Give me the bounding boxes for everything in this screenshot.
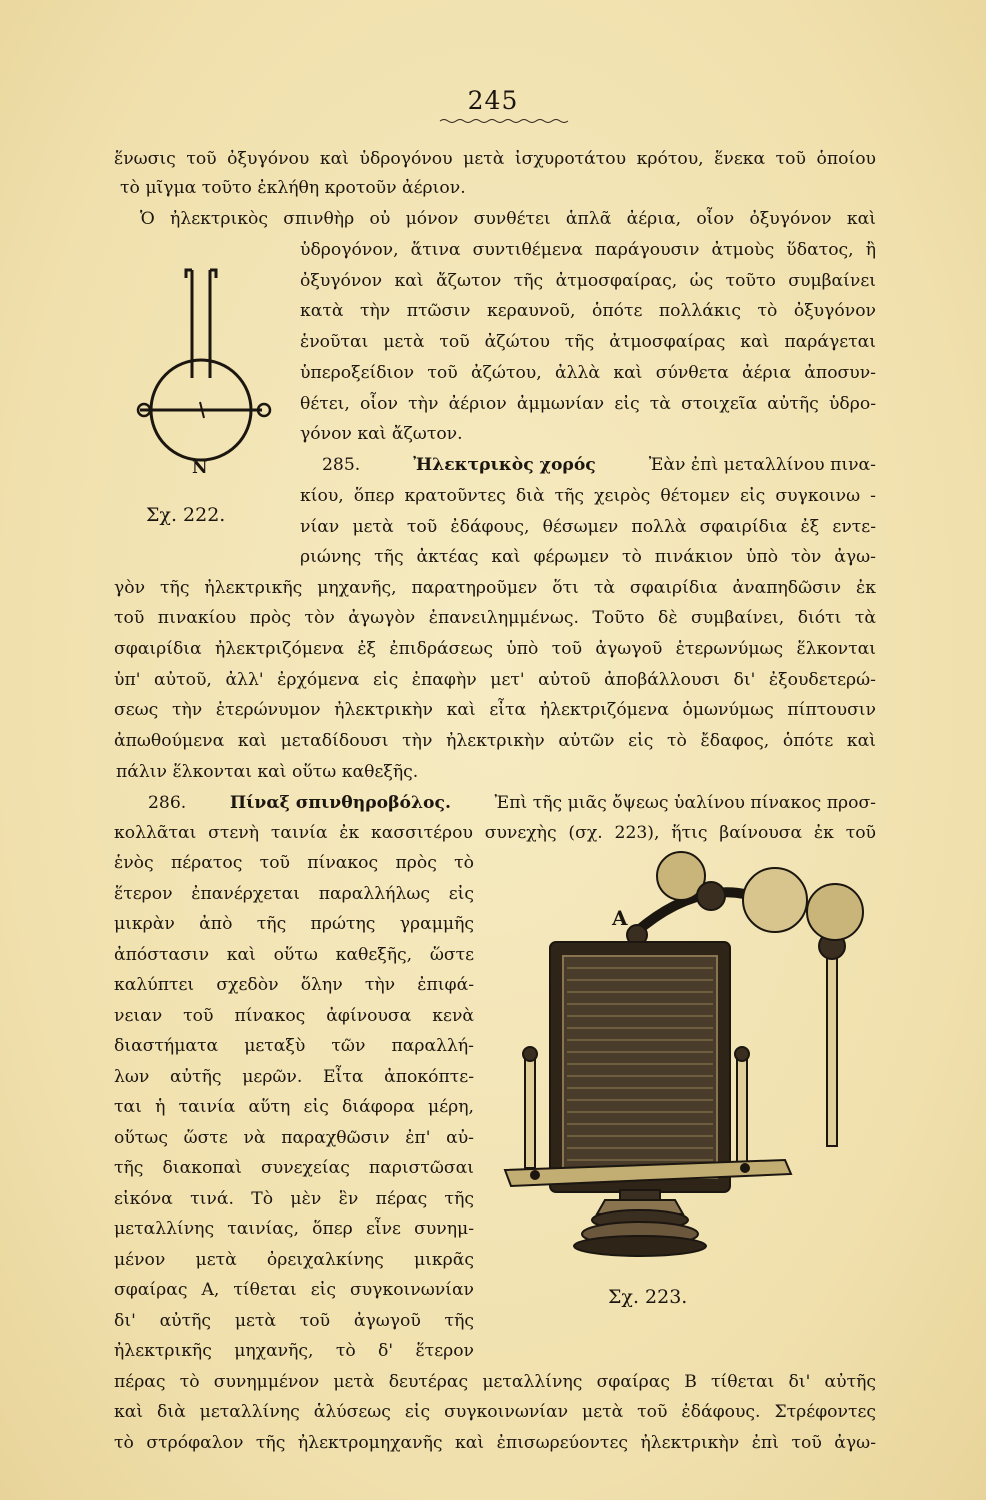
text-line: κατὰ τὴν πτῶσιν κεραυνοῦ, ὁπότε πολλάκις τὸ ὀξυγόνον: [300, 301, 876, 321]
text-line: σφαίρας Α, τίθεται εἰς συγκοινωνίαν: [114, 1280, 474, 1300]
text-line: τὸ στρόφαλον τῆς ἠλεκτρομηχανῆς καὶ ἐπισωρεύοντες ἠλεκτρικὴν ἐπὶ τοῦ ἀγω-: [114, 1433, 876, 1453]
text-line: ἑνὸς πέρατος τοῦ πίνακος πρὸς τὸ: [114, 853, 474, 873]
text-line: ἕτερον ἐπανέρχεται παραλλήλως εἰς: [114, 884, 474, 904]
figure-223-spark-plate: [505, 838, 875, 1258]
section-286-title: Πίναξ σπινθηροβόλος.: [229, 793, 451, 813]
section-285-heading-line: [322, 452, 876, 478]
text-line: καὶ διὰ μεταλλίνης ἁλύσεως εἰς συγκοινωνίαν μετὰ τοῦ ἐδάφους. Στρέφοντες: [114, 1402, 876, 1422]
text-line: σεως τὴν ἑτερώνυμον ἠλεκτρικὴν καὶ εἶτα ἠλεκτριζόμενα ὁμωνύμως πίπτουσιν: [114, 700, 876, 720]
text-line: κολλᾶται στενὴ ταινία ἐκ κασσιτέρου συνεχὴς (σχ. 223), ἥτις βαίνουσα ἐκ τοῦ: [114, 823, 876, 843]
figure-223-label: A: [612, 906, 628, 930]
text-line: διαστήματα μεταξὺ τῶν παραλλή-: [114, 1036, 474, 1056]
text-line: ἀπωθούμενα καὶ μεταδίδουσι τὴν ἠλεκτρικὴν αὐτῶν εἰς τὸ ἔδαφος, ὁπότε καὶ: [114, 731, 876, 751]
text-line: ὑπ' αὐτοῦ, ἀλλ' ἐρχόμενα εἰς ἐπαφὴν μετ' αὐτοῦ ἀποβάλλουσι δι' ἐξουδετερώ-: [114, 670, 876, 690]
text-line: ριώνης τῆς ἀκτέας καὶ φέρωμεν τὸ πινάκιον ὑπὸ τὸν ἀγω-: [300, 547, 876, 567]
text-line: καλύπτει σχεδὸν ὅλην τὴν ἐπιφά-: [114, 975, 474, 995]
text-line: πέρας τὸ συνημμένον μετὰ δευτέρας μεταλλίνης σφαίρας Β τίθεται δι' αὐτῆς: [114, 1372, 876, 1392]
section-285-title: Ἠλεκτρικὸς χορός: [413, 455, 596, 475]
figure-222-label: N: [192, 458, 208, 478]
text-line: Ἐὰν ἐπὶ μεταλλίνου πινα-: [648, 455, 876, 475]
text-line: θέτει, οἷον τὴν ἀέριον ἀμμωνίαν εἰς τὰ στοιχεῖα αὐτῆς ὑδρο-: [300, 394, 876, 414]
text-line: σφαιρίδια ἠλεκτριζόμενα ἐξ ἐπιδράσεως ὑπὸ τοῦ ἀγωγοῦ ἑτερωνύμως ἕλκονται: [114, 639, 876, 659]
page-number-rule: [440, 118, 570, 124]
section-286-heading-line: [148, 790, 876, 816]
text-line: μικρὰν ἀπὸ τῆς πρώτης γραμμῆς: [114, 914, 474, 934]
text-line: ἑνοῦται μετὰ τοῦ ἀζώτου τῆς ἀτμοσφαίρας καὶ παράγεται: [300, 332, 876, 352]
section-285-number: 285.: [322, 455, 361, 475]
text-line: ὑπεροξείδιον τοῦ ἀζώτου, ἀλλὰ καὶ σύνθετα ἀέρια ἀποσυν-: [300, 363, 876, 383]
text-line: μεταλλίνης ταινίας, ὅπερ εἶνε συνημ-: [114, 1219, 474, 1239]
text-line: γόνον καὶ ἄζωτον.: [300, 424, 463, 444]
figure-223-caption: Σχ. 223.: [608, 1286, 688, 1308]
page-number: 245: [467, 86, 519, 115]
text-line: ἠλεκτρικῆς μηχανῆς, τὸ δ' ἕτερον: [114, 1341, 474, 1361]
figure-222-flask: [130, 260, 280, 490]
text-line: κίου, ὅπερ κρατοῦντες διὰ τῆς χειρὸς θέτομεν εἰς συγκοινω -: [300, 486, 876, 506]
text-line: τῆς διακοπαὶ συνεχείας παριστῶσαι: [114, 1158, 474, 1178]
text-line: τοῦ πινακίου πρὸς τὸν ἀγωγὸν ἐπανειλημμένως. Τοῦτο δὲ συμβαίνει, διότι τὰ: [114, 608, 876, 628]
text-line: τὸ μῖγμα τοῦτο ἐκλήθη κροτοῦν ἀέριον.: [120, 178, 466, 198]
text-line: Ἐπὶ τῆς μιᾶς ὄψεως ὑαλίνου πίνακος προσ-: [494, 793, 876, 813]
text-line: νίαν μετὰ τοῦ ἐδάφους, θέσωμεν πολλὰ σφαιρίδια ἐξ εντε-: [300, 517, 876, 537]
text-line: λων αὐτῆς μερῶν. Εἶτα ἀποκόπτε-: [114, 1067, 474, 1087]
text-line: Ὁ ἠλεκτρικὸς σπινθὴρ οὐ μόνον συνθέτει ἁπλᾶ ἀέρια, οἷον ὀξυγόνον καὶ: [140, 209, 876, 229]
text-line: ἕνωσις τοῦ ὀξυγόνου καὶ ὑδρογόνου μετὰ ἰσχυροτάτου κρότου, ἕνεκα τοῦ ὁποίου: [114, 149, 876, 169]
text-line: ται ἡ ταινία αὕτη εἰς διάφορα μέρη,: [114, 1097, 474, 1117]
text-line: μένον μετὰ ὀρειχαλκίνης μικρᾶς: [114, 1250, 474, 1270]
figure-222-caption: Σχ. 222.: [146, 504, 226, 526]
text-line: ὑδρογόνον, ἅτινα συντιθέμενα παράγουσιν ἀτμοὺς ὕδατος, ἢ: [300, 240, 876, 260]
text-line: εἰκόνα τινά. Τὸ μὲν ἓν πέρας τῆς: [114, 1189, 474, 1209]
text-line: οὕτως ὥστε νὰ παραχθῶσιν ἐπ' αὐ-: [114, 1128, 474, 1148]
section-286-number: 286.: [148, 793, 187, 813]
text-line: πάλιν ἕλκονται καὶ οὕτω καθεξῆς.: [116, 762, 419, 782]
text-line: ἀπόστασιν καὶ οὕτω καθεξῆς, ὥστε: [114, 945, 474, 965]
text-line: νειαν τοῦ πίνακος ἀφίνουσα κενὰ: [114, 1006, 474, 1026]
text-line: γὸν τῆς ἠλεκτρικῆς μηχανῆς, παρατηροῦμεν ὅτι τὰ σφαιρίδια ἀναπηδῶσιν ἐκ: [114, 578, 876, 598]
text-line: ὀξυγόνον καὶ ἄζωτον τῆς ἀτμοσφαίρας, ὡς τοῦτο συμβαίνει: [300, 271, 876, 291]
text-line: δι' αὐτῆς μετὰ τοῦ ἀγωγοῦ τῆς: [114, 1311, 474, 1331]
